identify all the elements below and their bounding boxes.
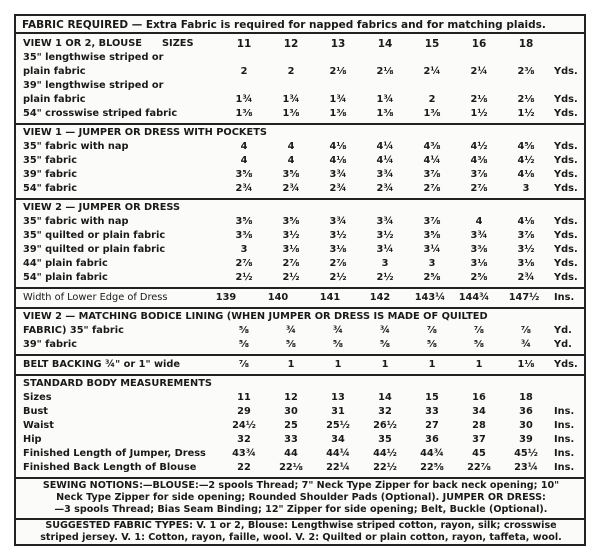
lining-row [16,325,584,337]
unit-label: Yds. [554,359,578,370]
body-row [16,420,584,432]
measurement-value: 45½ [514,448,538,459]
row-label: FABRIC) 35" fabric [23,325,124,336]
yardage-value: 1½ [517,108,535,119]
fabric-required-header [16,16,584,34]
measurement-value: 31 [331,406,345,417]
fabric-row [16,272,584,284]
yardage-value: 4½ [470,141,488,152]
yardage-value: 3⅝ [282,169,300,180]
yardage-value: 4⅜ [423,141,441,152]
section-divider [16,477,584,479]
yardage-value: 3⅛ [329,244,347,255]
fabric-row [16,66,584,78]
yardage-value: 2 [287,66,295,77]
width-row [16,292,584,304]
unit-label: Yd. [554,325,572,336]
yardage-value: 2¾ [329,183,347,194]
row-label: 39" lengthwise striped or [23,80,164,91]
unit-label: Yds. [554,258,578,269]
yardage-value: 4 [287,155,295,166]
yardage-value: 3½ [517,244,535,255]
yardage-value: 2⅞ [423,183,441,194]
unit-label: Yds. [554,216,578,227]
yardage-value: 3⅜ [235,230,253,241]
yardage-value: 3⅝ [235,216,253,227]
yardage-value: 1½ [470,108,488,119]
yardage-value: 3¾ [470,230,488,241]
yardage-value: ¾ [520,339,532,350]
yardage-value: 4⅜ [470,155,488,166]
yardage-value: 1 [334,359,342,370]
measurement-value: 13 [331,392,345,403]
yardage-value: 1¾ [282,94,300,105]
unit-label: Yds. [554,141,578,152]
body-row [16,448,584,460]
yardage-value: 2⅛ [329,66,347,77]
yardage-value: 3 [381,258,389,269]
unit-label: Ins. [554,434,575,445]
row-label: Finished Back Length of Blouse [23,462,197,473]
yardage-value: 3½ [376,230,394,241]
yardage-value: 2½ [282,272,300,283]
fabric-row [16,183,584,195]
size-value: 18 [518,38,534,50]
yardage-value: 3⅞ [423,216,441,227]
fabric-row [16,108,584,120]
yardage-value: 4¼ [376,141,394,152]
yardage-value: 2⅛ [517,94,535,105]
unit-label: Ins. [554,420,575,431]
unit-label: Yds. [554,94,578,105]
row-label: 35" fabric with nap [23,216,129,227]
yardage-value: 2½ [376,272,394,283]
row-label: Sizes [23,392,52,403]
yardage-value: 4⅝ [517,141,535,152]
fabric-row [16,80,584,92]
measurement-value: 22½ [373,462,397,473]
yardage-value: 3⅝ [235,169,253,180]
yardage-value: 2⅞ [329,258,347,269]
yardage-value: 1 [381,359,389,370]
row-label: Finished Length of Jumper, Dress [23,448,206,459]
yardage-value: 4⅛ [329,141,347,152]
yardage-value: 2½ [235,272,253,283]
measurement-value: 35 [378,434,392,445]
yardage-value: 3⅛ [282,244,300,255]
body-row [16,406,584,418]
measurement-value: 32 [378,406,392,417]
sewing-line: Neck Type Zipper for side opening; Rounded Shoulder Pads (Optional). JUMPER OR DRESS: [56,492,546,503]
yardage-value: 4 [240,141,248,152]
yardage-value: 3⅛ [470,258,488,269]
unit-label: Ins. [554,292,575,303]
sewing-notions [22,480,580,516]
size-value: 16 [471,38,487,50]
yardage-value: 3⅞ [517,230,535,241]
yardage-value: 2 [428,94,436,105]
unit-label: Ins. [554,406,575,417]
measurement-value: 33 [425,406,439,417]
fabric-row [16,52,584,64]
measurement-value: 45 [472,448,486,459]
yardage-value: 4 [287,141,295,152]
unit-label: Yds. [554,169,578,180]
measurement-value: 14 [378,392,392,403]
body-row [16,462,584,474]
measurement-value: 36 [519,406,533,417]
measurement-value: 16 [472,392,486,403]
yardage-value: ⅝ [285,339,297,350]
yardage-value: 2⅞ [282,258,300,269]
yardage-value: 2⅝ [423,272,441,283]
yardage-value: 4¼ [376,155,394,166]
measurement-value: 43¾ [232,448,256,459]
yardage-value: 3½ [282,230,300,241]
measurement-value: 44¾ [420,448,444,459]
yardage-value: 2⅛ [470,94,488,105]
measurement-value: 18 [519,392,533,403]
fabric-row [16,230,584,242]
yardage-value: 2½ [329,272,347,283]
row-label: 39" fabric [23,169,78,180]
measurement-value: 24½ [232,420,256,431]
yardage-value: 2 [240,66,248,77]
yardage-value: 4⅛ [517,216,535,227]
measurement-value: 36 [425,434,439,445]
yardage-value: 3¼ [423,244,441,255]
section-divider [16,123,584,125]
measurement-value: 28 [472,420,486,431]
measurement-value: 22⅛ [279,462,303,473]
header-note: — Extra Fabric is required for napped fabrics and for matching plaids. [128,19,546,31]
row-label: 39" quilted or plain fabric [23,244,166,255]
yardage-value: ⅝ [332,339,344,350]
yardage-value: ⅝ [473,339,485,350]
unit-label: Ins. [554,448,575,459]
unit-label: Yds. [554,108,578,119]
body-row [16,392,584,404]
row-label: BELT BACKING ¾" or 1" wide [23,359,181,370]
body-title-row [16,378,584,390]
yardage-value: 1⅜ [235,108,253,119]
yardage-value: 4½ [517,155,535,166]
row-label: VIEW 2 — JUMPER OR DRESS [23,202,181,213]
width-value: 147½ [508,292,540,303]
row-label: 44" plain fabric [23,258,108,269]
yardage-value: 3 [428,258,436,269]
yardage-value: 1⅜ [329,108,347,119]
measurement-value: 33 [284,434,298,445]
section-divider [16,354,584,356]
yardage-value: ⅝ [238,325,250,336]
row-label: VIEW 2 — MATCHING BODICE LINING (WHEN JUMPER OR DRESS IS MADE OF QUILTED [23,311,488,322]
measurement-value: 44½ [373,448,397,459]
yardage-value: 3⅜ [470,244,488,255]
size-value: 11 [236,38,252,50]
measurement-value: 22 [237,462,251,473]
measurement-value: 30 [284,406,298,417]
row-label: STANDARD BODY MEASUREMENTS [23,378,212,389]
yardage-value: ⅞ [238,359,250,370]
fabric-row [16,169,584,181]
width-value: 143¼ [414,292,446,303]
section-divider [16,307,584,309]
fabric-row [16,244,584,256]
belt-row [16,359,584,371]
row-label: 54" plain fabric [23,272,108,283]
yardage-value: 3⅞ [470,169,488,180]
width-value: 140 [267,292,289,303]
yardage-value: 2⅝ [470,272,488,283]
suggested-fabrics [22,520,580,544]
fabric-row [16,155,584,167]
yardage-value: 4¼ [423,155,441,166]
yardage-value: ⅝ [379,339,391,350]
row-label: 54" crosswise striped fabric [23,108,178,119]
yardage-value: 3¾ [376,216,394,227]
yardage-value: 3¼ [376,244,394,255]
yardage-value: ⅞ [473,325,485,336]
row-label: VIEW 1 OR 2, BLOUSE [23,38,142,49]
yardage-value: 1¾ [329,94,347,105]
size-value: 14 [377,38,393,50]
unit-label: Yds. [554,272,578,283]
measurement-value: 30 [519,420,533,431]
row-label: plain fabric [23,66,86,77]
suggested-line: striped jersey. V. 1: Cotton, rayon, faille, wool. V. 2: Quilted or plain cotton, rayon, taffeta, wool. [40,532,562,543]
yardage-value: 3¾ [329,216,347,227]
size-value: 12 [283,38,299,50]
yardage-value: 2¾ [376,183,394,194]
measurement-value: 22⅞ [467,462,491,473]
yardage-value: 4 [240,155,248,166]
yardage-value: 2⅜ [517,66,535,77]
measurement-value: 26½ [373,420,397,431]
row-label: Waist [23,420,54,431]
width-value: 144¾ [458,292,490,303]
unit-label: Yds. [554,155,578,166]
fabric-row [16,141,584,153]
measurement-value: 22⅝ [420,462,444,473]
measurement-value: 22¼ [326,462,350,473]
lining-title-row [16,311,584,323]
unit-label: Yds. [554,230,578,241]
yardage-value: 4⅛ [517,169,535,180]
yardage-value: 1¾ [235,94,253,105]
yardage-value: 3⅝ [423,230,441,241]
yardage-value: 2¾ [235,183,253,194]
section-divider [16,374,584,376]
unit-label: Yds. [554,183,578,194]
measurement-value: 29 [237,406,251,417]
yardage-value: 2¾ [282,183,300,194]
measurement-value: 23¼ [514,462,538,473]
yardage-value: 2¼ [423,66,441,77]
measurement-value: 44¼ [326,448,350,459]
yardage-value: 3¾ [376,169,394,180]
yardage-value: ¾ [332,325,344,336]
header-title: FABRIC REQUIRED [22,19,129,31]
yardage-value: ⅝ [426,339,438,350]
section-divider [16,287,584,289]
body-row [16,434,584,446]
width-value: 142 [369,292,391,303]
yardage-value: 2⅞ [235,258,253,269]
measurement-value: 34 [472,406,486,417]
yardage-value: 3¾ [329,169,347,180]
lining-row [16,339,584,351]
yardage-value: ⅞ [520,325,532,336]
yardage-value: 4 [475,216,483,227]
yardage-value: 1 [475,359,483,370]
row-label: 35" fabric [23,155,78,166]
yardage-value: 2⅞ [470,183,488,194]
unit-label: Yds. [554,66,578,77]
section-title [16,127,584,139]
suggested-line: SUGGESTED FABRIC TYPES: V. 1 or 2, Blouse: Lengthwise striped cotton, rayon, silk; crosswise [45,520,557,531]
blouse-title-row [16,38,584,50]
size-value: 15 [424,38,440,50]
yardage-value: 3⅞ [423,169,441,180]
yardage-value: 1⅜ [376,108,394,119]
yardage-value: 4⅛ [329,155,347,166]
sewing-line: SEWING NOTIONS:—BLOUSE:—2 spools Thread; 7" Neck Type Zipper for back neck opening; 10" [42,480,560,491]
section-title [16,202,584,214]
row-label: 35" quilted or plain fabric [23,230,166,241]
width-value: 139 [215,292,237,303]
row-label: 35" lengthwise striped or [23,52,164,63]
section-divider [16,198,584,200]
yardage-value: 3⅝ [282,216,300,227]
measurement-value: 11 [237,392,251,403]
yardage-value: ¾ [285,325,297,336]
row-label: Width of Lower Edge of Dress [23,292,168,303]
yardage-value: 1 [287,359,295,370]
unit-label: Ins. [554,462,575,473]
yardage-value: 3⅛ [517,258,535,269]
row-label: 35" fabric with nap [23,141,129,152]
measurement-value: 15 [425,392,439,403]
measurement-value: 25½ [326,420,350,431]
pattern-chart [14,14,586,546]
yardage-value: ¾ [379,325,391,336]
measurement-value: 34 [331,434,345,445]
unit-label: Yd. [554,339,572,350]
measurement-value: 37 [472,434,486,445]
row-label: plain fabric [23,94,86,105]
yardage-value: ⅝ [238,339,250,350]
yardage-value: 1⅜ [423,108,441,119]
row-label: VIEW 1 — JUMPER OR DRESS WITH POCKETS [23,127,267,138]
yardage-value: 3 [240,244,248,255]
measurement-value: 25 [284,420,298,431]
width-value: 141 [319,292,341,303]
yardage-value: 2¾ [517,272,535,283]
yardage-value: ⅞ [426,325,438,336]
sizes-label: SIZES [162,38,194,49]
yardage-value: 2⅛ [376,66,394,77]
measurement-value: 27 [425,420,439,431]
sewing-line: —3 spools Thread; Bias Seam Binding; 12" Zipper for side opening; Belt, Buckle (Optional). [54,504,548,515]
fabric-row [16,258,584,270]
yardage-value: 3½ [329,230,347,241]
unit-label: Yds. [554,244,578,255]
size-value: 13 [330,38,346,50]
yardage-value: 2¼ [470,66,488,77]
yardage-value: 1 [428,359,436,370]
measurement-value: 44 [284,448,298,459]
row-label: Bust [23,406,48,417]
row-label: Hip [23,434,42,445]
row-label: 39" fabric [23,339,78,350]
row-label: 54" fabric [23,183,78,194]
yardage-value: 1⅛ [517,359,535,370]
fabric-row [16,94,584,106]
fabric-row [16,216,584,228]
yardage-value: 1¾ [376,94,394,105]
yardage-value: 1⅜ [282,108,300,119]
measurement-value: 12 [284,392,298,403]
measurement-value: 32 [237,434,251,445]
measurement-value: 39 [519,434,533,445]
yardage-value: 3 [522,183,530,194]
